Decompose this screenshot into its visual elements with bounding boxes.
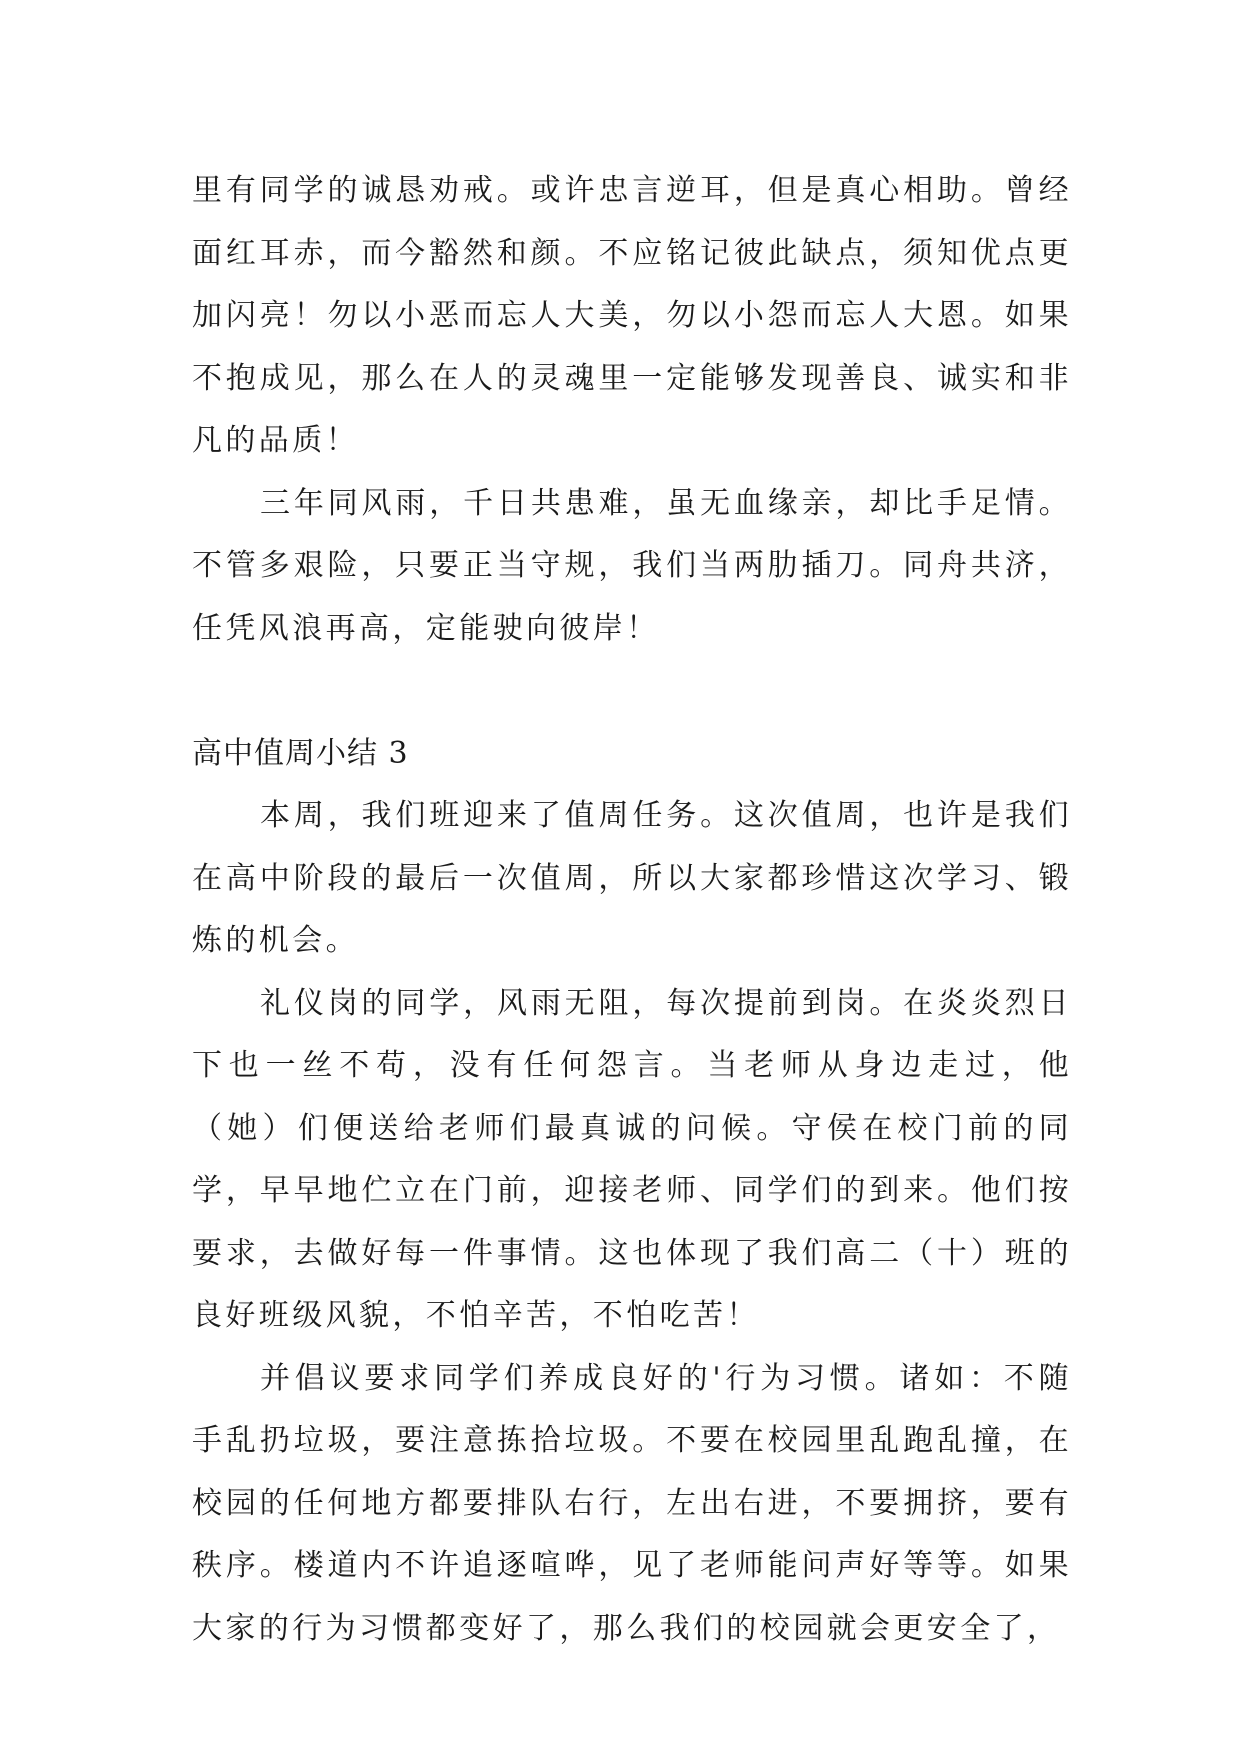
- paragraph-behavior-habits: 并倡议要求同学们养成良好的'行为习惯。诸如：不随手乱扔垃圾，要注意拣拾垃圾。不要在校园里乱跑乱撞，在校园的任何地方都要排队右行，左出右进，不要拥挤，要有秩序。楼道内不许追逐喧哗，见了老师能问声好等等。如果大家的行为习惯都变好了，那么我们的校园就会更安全了，: [192, 1360, 1072, 1646]
- section-gap: [192, 660, 1072, 723]
- paragraph-friendship: 三年同风雨，千日共患难，虽无血缘亲，却比手足情。不管多艰险，只要正当守规，我们当两肋插刀。同舟共济，任凭风浪再高，定能驶向彼岸！: [192, 485, 1072, 646]
- document-body: [192, 160, 1072, 1660]
- paragraph-etiquette-post: 礼仪岗的同学，风雨无阻，每次提前到岗。在炎炎烈日下也一丝不苟，没有任何怨言。当老师从身边走过，他（她）们便送给老师们最真诚的问候。守侯在校门前的同学，早早地伫立在门前，迎接老师、同学们的到来。他们按要求，去做好每一件事情。这也体现了我们高二（十）班的良好班级风貌，不怕辛苦，不怕吃苦！: [192, 985, 1072, 1333]
- paragraph-duty-intro: 本周，我们班迎来了值周任务。这次值周，也许是我们在高中阶段的最后一次值周，所以大家都珍惜这次学习、锻炼的机会。: [192, 798, 1072, 958]
- section-title: 高中值周小结 3: [192, 735, 409, 771]
- paragraph-continuation: 里有同学的诚恳劝戒。或许忠言逆耳，但是真心相助。曾经面红耳赤，而今豁然和颜。不应铭记彼此缺点，须知优点更加闪亮！勿以小恶而忘人大美，勿以小怨而忘人大恩。如果不抱成见，那么在人的灵魂里一定能够发现善良、诚实和非凡的品质！: [192, 173, 1072, 458]
